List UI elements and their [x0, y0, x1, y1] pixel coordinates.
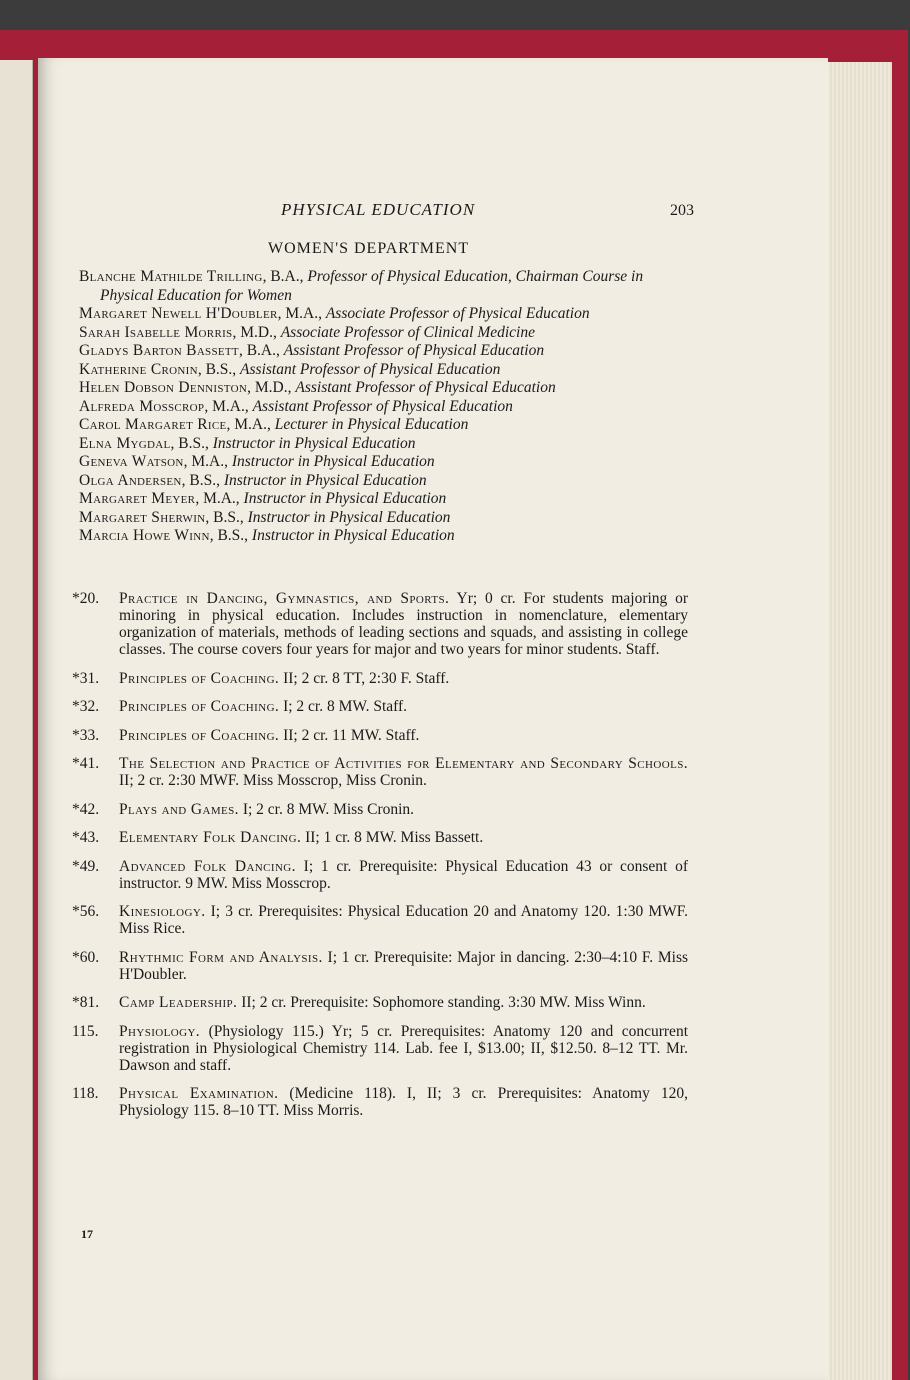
staff-name: Marcia Howe Winn [79, 527, 210, 544]
course-title: Camp Leadership. [119, 994, 238, 1011]
staff-degree: , B.S., [209, 527, 252, 544]
course-entry [72, 1085, 688, 1119]
page-number: 203 [670, 202, 694, 219]
staff-degree: , B.A., [238, 342, 284, 359]
course-number: *31. [72, 669, 100, 687]
course-details: Yr; 0 cr. For students majoring or minoring in physical education. Includes instruction in nomenclature, elementary organization of materials, methods of leading sections and squads, and assisting in college classes. The course covers four years for major and two years for minor students. Staff. [119, 590, 689, 658]
course-number: 115. [72, 1022, 99, 1040]
staff-degree: , B.S., [170, 434, 213, 452]
staff-title: Instructor in Physical Education [251, 527, 455, 544]
staff-entry [79, 379, 694, 398]
staff-title: Associate Professor of Physical Education [325, 305, 590, 322]
course-entry [72, 590, 688, 658]
department-heading: WOMEN'S DEPARTMENT [268, 240, 470, 257]
course-title: Principles of Coaching. [119, 726, 280, 744]
staff-title: Associate Professor of Clinical Medicine [280, 323, 535, 341]
staff-name: Alfreda Mosscrop [79, 397, 205, 415]
course-details: I; 3 cr. Prerequisites: Physical Education 20 and Anatomy 120. 1:30 MWF. Miss Rice. [119, 903, 689, 937]
running-title: PHYSICAL EDUCATION [281, 200, 476, 219]
staff-title: Instructor in Physical Education [231, 453, 435, 470]
course-number: *33. [72, 726, 100, 744]
course-entry [72, 670, 688, 687]
course-title: Kinesiology. [119, 903, 206, 920]
course-entry [72, 727, 688, 744]
page-block-edges [828, 62, 892, 1380]
course-number: *60. [72, 948, 100, 966]
course-details: I; 2 cr. 8 MW. Miss Cronin. [242, 800, 415, 818]
course-number: *43. [72, 829, 100, 846]
staff-name: Carol Margaret Rice [79, 416, 227, 433]
staff-name: Sarah Isabelle Morris [79, 323, 233, 341]
signature-mark: 17 [81, 1227, 93, 1241]
staff-name: Olga Andersen [79, 471, 182, 489]
course-details: (Physiology 115.) Yr; 5 cr. Prerequisites: Anatomy 120 and concurrent registration in Physiological Chemistry 114. Lab. fee I, $13.00; II, $12.50. 8–12 TT. Mr. Dawson and staff. [119, 1022, 688, 1074]
page-header [38, 200, 828, 224]
staff-name: Geneva Watson [79, 453, 184, 470]
course-number: *49. [72, 857, 100, 875]
course-details: I; 1 cr. Prerequisite: Major in dancing. 2:30–4:10 F. Miss H'Doubler. [119, 948, 689, 983]
course-details: II; 1 cr. 8 MW. Miss Bassett. [305, 829, 484, 846]
course-details: II; 2 cr. 8 TT, 2:30 F. Staff. [283, 669, 450, 687]
staff-entry [79, 416, 694, 435]
staff-entry [79, 527, 694, 546]
staff-entry [79, 398, 694, 417]
staff-title: Instructor in Physical Education [223, 471, 427, 489]
staff-degree: , B.S., [181, 471, 224, 489]
staff-title: Lecturer in Physical Education [274, 416, 469, 433]
course-details: (Medicine 118). I, II; 3 cr. Prerequisites: Anatomy 120, Physiology 115. 8–10 TT. Miss Morris. [119, 1085, 688, 1119]
staff-entry [79, 435, 694, 454]
course-title: Plays and Games. [119, 800, 239, 818]
staff-entry [79, 453, 694, 472]
course-title: Advanced Folk Dancing. [119, 857, 296, 875]
course-entry [72, 698, 688, 715]
course-entry [72, 801, 688, 818]
course-number: *20. [72, 590, 100, 607]
staff-entry [79, 305, 694, 324]
staff-entry [79, 342, 694, 361]
staff-name: Katherine Cronin [79, 360, 198, 378]
course-title: Rhythmic Form and Analysis. [119, 948, 323, 966]
staff-name: Margaret Sherwin [79, 508, 206, 526]
staff-title: Instructor in Physical Education [243, 490, 447, 507]
course-title: Physiology. [119, 1022, 201, 1040]
staff-entry [79, 472, 694, 491]
staff-degree: , M.A., [277, 305, 326, 322]
staff-degree: , M.A., [204, 397, 253, 415]
staff-name: Gladys Barton Bassett [79, 342, 239, 359]
course-title: Practice in Dancing, Gymnastics, and Sports. [119, 590, 450, 607]
staff-name: Margaret Meyer [79, 490, 196, 507]
course-details: II; 2 cr. Prerequisite: Sophomore standing. 3:30 MW. Miss Winn. [241, 994, 646, 1011]
staff-entry [79, 268, 694, 305]
staff-entry [79, 361, 694, 380]
course-entry [72, 994, 688, 1011]
staff-degree: , B.S., [205, 508, 248, 526]
staff-title: Assistant Professor of Physical Education [240, 360, 501, 378]
staff-entry [79, 490, 694, 509]
staff-degree: , B.A., [262, 268, 308, 285]
course-details: II; 2 cr. 11 MW. Staff. [283, 726, 420, 744]
facing-page-edge [0, 60, 33, 1380]
course-number: *56. [72, 903, 100, 920]
staff-degree: , M.A., [226, 416, 275, 433]
staff-name: Elna Mygdal [79, 434, 171, 452]
staff-degree: , M.D., [232, 323, 281, 341]
course-entry [72, 858, 688, 892]
staff-name: Blanche Mathilde Trilling [79, 268, 263, 285]
course-details: I; 2 cr. 8 MW. Staff. [283, 698, 408, 715]
staff-title: Instructor in Physical Education [247, 508, 451, 526]
course-entry [72, 829, 688, 846]
course-details: II; 2 cr. 2:30 MWF. Miss Mosscrop, Miss Cronin. [119, 772, 427, 789]
course-number: *42. [72, 800, 100, 818]
staff-degree: , M.A., [183, 453, 232, 470]
staff-name: Margaret Newell H'Doubler [79, 305, 278, 322]
staff-title: Assistant Professor of Physical Education [295, 379, 556, 396]
book-page [38, 58, 828, 1380]
course-list [72, 590, 688, 1131]
course-entry [72, 1023, 688, 1074]
course-number: 118. [72, 1085, 99, 1102]
course-entry [72, 755, 688, 789]
staff-degree: , M.D., [247, 379, 296, 396]
course-title: The Selection and Practice of Activities for Elementary and Secondary Schools. [119, 755, 688, 772]
staff-degree: , B.S., [197, 360, 241, 378]
course-title: Principles of Coaching. [119, 698, 280, 715]
staff-list [79, 268, 694, 546]
staff-title: Assistant Professor of Physical Education [283, 342, 545, 359]
course-title: Elementary Folk Dancing. [119, 829, 302, 846]
course-number: *41. [72, 755, 100, 772]
course-entry [72, 949, 688, 983]
course-title: Principles of Coaching. [119, 669, 280, 687]
staff-title: Assistant Professor of Physical Education [252, 397, 513, 415]
course-title: Physical Examination. [119, 1085, 279, 1102]
staff-title: Professor of Physical Education, Chairman Course in Physical Education for Women [100, 268, 644, 304]
staff-entry [79, 324, 694, 343]
staff-entry [79, 509, 694, 528]
course-number: *32. [72, 698, 100, 715]
course-number: *81. [72, 994, 100, 1011]
staff-name: Helen Dobson Denniston [79, 379, 248, 396]
staff-degree: , M.A., [195, 490, 244, 507]
staff-title: Instructor in Physical Education [212, 434, 416, 452]
course-details: I; 1 cr. Prerequisite: Physical Education 43 or consent of instructor. 9 MW. Miss Mosscrop. [119, 857, 689, 892]
course-entry [72, 903, 688, 937]
